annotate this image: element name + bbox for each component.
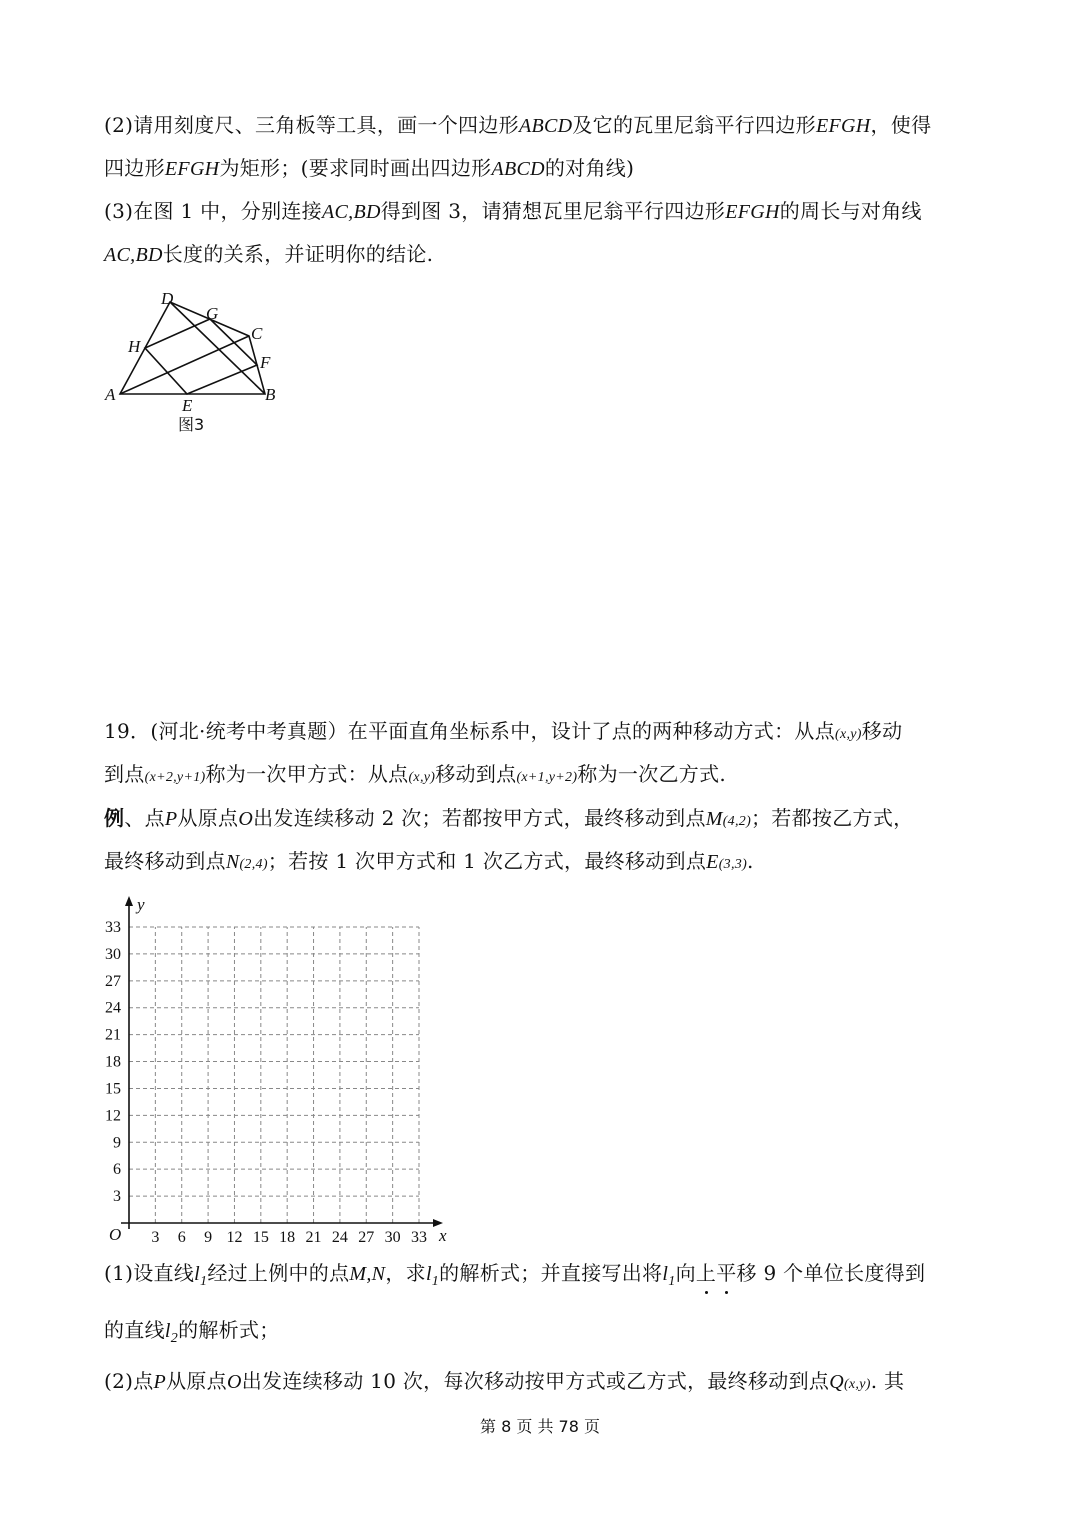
y-tick-label: 3 bbox=[113, 1188, 121, 1206]
x-tick-label: 9 bbox=[204, 1229, 213, 1244]
q19-line2: 到点(x+2,y+1)称为一次甲方式：从点(x,y)移动到点(x+1,y+2)称为一次乙方式. bbox=[104, 762, 727, 786]
q19-part1-line1: (1)设直线$l_1$经过上例中的点M,N，求$l_1$的解析式；并直接写出将$l_1$向上平移 9 个单位长度得到 bbox=[104, 1258, 925, 1297]
q19-part1-line2: 的直线$l_2$的解析式； bbox=[104, 1318, 280, 1346]
quadrilateral-abcd bbox=[120, 302, 265, 394]
x-tick-label: 15 bbox=[252, 1229, 269, 1244]
y-axis-label: y bbox=[137, 895, 145, 914]
label-h: H bbox=[128, 337, 141, 356]
y-tick-label: 24 bbox=[105, 999, 121, 1017]
coordinate-grid-chart bbox=[95, 892, 455, 1244]
label-e: E bbox=[182, 396, 193, 415]
y-tick-label: 15 bbox=[105, 1080, 121, 1098]
parallelogram-efgh bbox=[145, 319, 257, 394]
label-c: C bbox=[251, 324, 263, 343]
figure3-diagram bbox=[95, 280, 295, 440]
x-tick-label: 24 bbox=[331, 1229, 348, 1244]
emphasis-char: 上 bbox=[696, 1258, 716, 1288]
label-d: D bbox=[161, 289, 174, 308]
y-axis-arrow bbox=[125, 896, 133, 906]
x-tick-label: 18 bbox=[279, 1229, 296, 1244]
y-tick-label: 33 bbox=[105, 919, 121, 936]
q19-line1: 19．(河北·统考中考真题）在平面直角坐标系中，设计了点的两种移动方式：从点(x,y)移动 bbox=[104, 719, 903, 743]
label-a: A bbox=[105, 385, 116, 404]
x-tick-label: 3 bbox=[151, 1229, 160, 1244]
q19-example-line2: 最终移动到点N(2,4)；若按 1 次甲方式和 1 次乙方式，最终移动到点E(3,3). bbox=[104, 849, 754, 873]
y-tick-label: 9 bbox=[113, 1134, 121, 1152]
x-tick-label: 6 bbox=[177, 1229, 186, 1244]
q18-part3-line2: AC,BD长度的关系，并证明你的结论. bbox=[104, 242, 434, 266]
x-tick-label: 33 bbox=[411, 1229, 427, 1244]
label-g: G bbox=[206, 304, 219, 323]
y-tick-label: 6 bbox=[113, 1161, 121, 1179]
y-tick-label: 12 bbox=[105, 1107, 121, 1125]
q19-example-line1: 例、点P从原点O出发连续移动 2 次；若都按甲方式，最终移动到点M(4,2)；若都按乙方式， bbox=[104, 806, 914, 830]
y-tick-label: 18 bbox=[105, 1053, 121, 1071]
q19-part2-line1: (2)点P从原点O出发连续移动 10 次，每次移动按甲方式或乙方式，最终移动到点Q(x,y). 其 bbox=[104, 1369, 905, 1393]
figure3-caption: 图3 bbox=[178, 415, 205, 434]
q18-part2-line2: 四边形EFGH为矩形；(要求同时画出四边形ABCD的对角线) bbox=[104, 156, 635, 180]
y-tick-label: 27 bbox=[105, 972, 121, 990]
x-tick-label: 12 bbox=[226, 1229, 243, 1244]
page-footer: 第 8 页 共 78 页 bbox=[480, 1417, 600, 1436]
label-b: B bbox=[265, 385, 276, 404]
x-axis-label: x bbox=[439, 1226, 447, 1244]
origin-label: O bbox=[109, 1225, 122, 1244]
x-tick-label: 27 bbox=[358, 1229, 375, 1244]
emphasis-char: 平 bbox=[716, 1258, 736, 1288]
y-tick-label: 30 bbox=[105, 945, 121, 963]
q18-part2-line1: (2)请用刻度尺、三角板等工具，画一个四边形ABCD及它的瓦里尼翁平行四边形EFGH，使得 bbox=[104, 113, 932, 137]
q18-part3-line1: (3)在图 1 中，分别连接AC,BD得到图 3，请猜想瓦里尼翁平行四边形EFGH的周长与对角线 bbox=[104, 199, 922, 223]
x-tick-label: 21 bbox=[305, 1229, 322, 1244]
y-tick-label: 21 bbox=[105, 1026, 121, 1044]
x-tick-label: 30 bbox=[384, 1229, 401, 1244]
label-f: F bbox=[260, 353, 271, 372]
